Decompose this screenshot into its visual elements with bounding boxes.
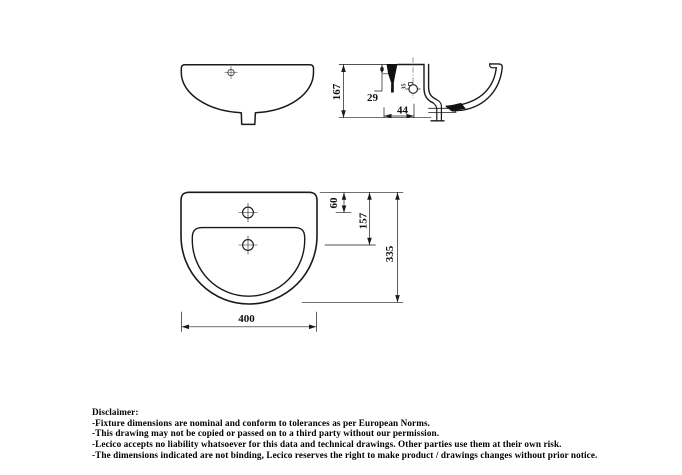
dim-label-ledge: 29 bbox=[367, 92, 378, 104]
section-back-wall bbox=[387, 64, 398, 93]
dim-label-width: 400 bbox=[238, 313, 255, 325]
arrow-icon bbox=[380, 68, 384, 74]
arrow-icon bbox=[367, 238, 372, 245]
front-view bbox=[181, 65, 313, 125]
disclaimer-line: -This drawing may not be copied or passed on to a third party without our permission. bbox=[92, 428, 440, 439]
dim-label-drain: 157 bbox=[357, 212, 370, 230]
bowl-inner-curve bbox=[446, 68, 496, 107]
disclaimer-line: -Fixture dimensions are nominal and conform to tolerances as per European Norms. bbox=[92, 417, 431, 428]
arrow-icon bbox=[341, 110, 346, 118]
arrow-icon bbox=[309, 325, 316, 330]
disclaimer-block bbox=[92, 407, 652, 461]
dim-label-hole-detail: 35 bbox=[401, 83, 408, 90]
dim-label-tap-hole: 60 bbox=[328, 197, 340, 209]
dim-label-depth: 335 bbox=[384, 245, 396, 263]
tap-hole-detail bbox=[406, 83, 420, 94]
arrow-icon bbox=[395, 193, 400, 200]
arrow-icon bbox=[342, 206, 347, 213]
arrow-icon bbox=[341, 65, 346, 73]
disclaimer-line: -Lecico accepts no liability whatsoever for this data and technical drawings. Other parties use them at their own risk. bbox=[92, 439, 562, 450]
arrow-icon bbox=[395, 295, 400, 302]
arrow-icon bbox=[367, 193, 372, 200]
front-view-outline bbox=[181, 65, 313, 125]
side-section-view bbox=[331, 58, 502, 122]
plan-view bbox=[181, 192, 403, 331]
disclaimer-line: -The dimensions indicated are not binding, Lecico reserves the right to make product / drawings changes without prior notice. bbox=[92, 449, 598, 460]
dim-label-drain-offset: 44 bbox=[397, 104, 408, 117]
bowl-back-inner bbox=[429, 65, 437, 100]
dim-label-height: 167 bbox=[331, 83, 343, 101]
arrow-icon bbox=[342, 193, 347, 200]
disclaimer-title: Disclaimer: bbox=[92, 407, 139, 417]
arrow-icon bbox=[182, 325, 189, 330]
